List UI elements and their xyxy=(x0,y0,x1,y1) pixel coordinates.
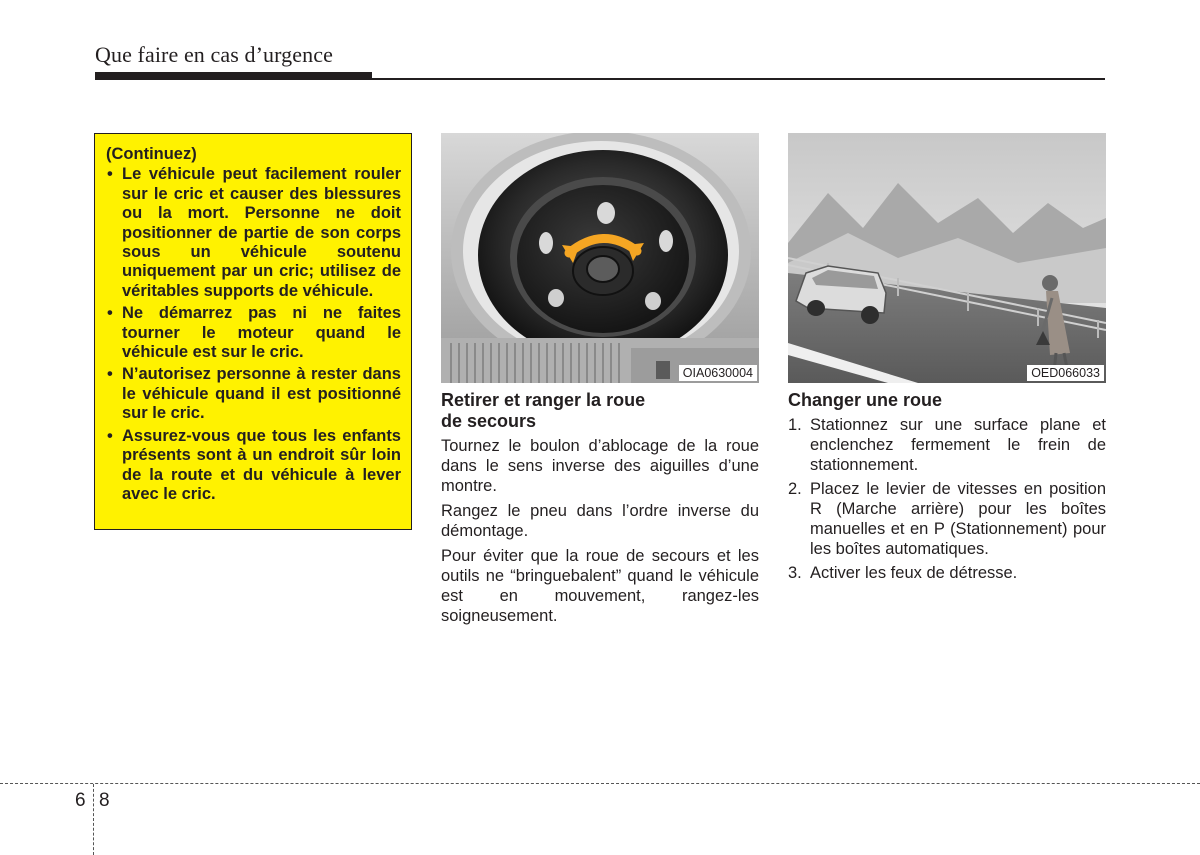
steps-list xyxy=(788,415,1106,583)
spare-wheel-drawing xyxy=(441,133,759,383)
warning-item: • Assurez-vous que tous les enfants présents sont à un endroit sûr loin de la route et du véhicule à lever avec le cric. xyxy=(106,427,401,505)
warning-item: • Ne démarrez pas ni ne faites tourner le moteur quand le véhicule est sur le cric. xyxy=(106,304,401,362)
warning-item: • N’autorisez personne à rester dans le véhicule quand il est positionné sur le cric. xyxy=(106,365,401,423)
header-rule-accent xyxy=(95,72,372,80)
paragraph: Tournez le boulon d’ablocage de la roue dans le sens inverse des aiguilles d’une montre. xyxy=(441,437,759,495)
warning-box xyxy=(94,133,412,530)
figure-code: OED066033 xyxy=(1027,365,1104,381)
step-item xyxy=(788,563,1106,583)
step-item xyxy=(788,415,1106,475)
section-title-line: de secours xyxy=(441,411,537,431)
roadside-illustration xyxy=(788,133,1106,383)
step-item xyxy=(788,479,1106,559)
paragraph: Pour éviter que la roue de secours et les outils ne “bringuebalent” quand le véhicule est en mouvement, rangez-les soigneusement. xyxy=(441,547,759,625)
spare-wheel-illustration xyxy=(441,133,759,383)
chapter-number: 6 xyxy=(75,790,86,811)
figure-code: OIA0630004 xyxy=(679,365,757,381)
page-number: 8 xyxy=(99,790,110,811)
warning-list xyxy=(106,165,401,504)
step-text: Activer les feux de détresse. xyxy=(810,564,1018,582)
section-title xyxy=(441,390,759,432)
section-title: Changer une roue xyxy=(788,390,943,410)
paragraph: Rangez le pneu dans l’ordre inverse du démontage. xyxy=(441,502,759,540)
warning-item: • Le véhicule peut facilement rouler sur le cric et causer des blessures ou la mort. Personne ne doit positionner de partie de son corps sous un véhicule soutenu uniquement par un cric; utilisez de véritables supports de véhicule. xyxy=(106,165,401,301)
step-number: 3. xyxy=(788,564,802,582)
section-remove-spare xyxy=(441,390,759,631)
footer-vertical-divider xyxy=(93,784,94,855)
roadside-drawing xyxy=(788,133,1106,383)
step-number: 2. xyxy=(788,480,802,498)
step-text: Stationnez sur une surface plane et enclenchez fermement le frein de stationnement. xyxy=(810,416,1106,474)
section-title-line: Retirer et ranger la roue xyxy=(441,390,646,410)
section-change-wheel xyxy=(788,390,1106,587)
footer-divider xyxy=(0,783,1200,784)
step-text: Placez le levier de vitesses en position R (Marche arrière) pour les boîtes manuelles et en P (Stationnement) pour les boîtes automatiques. xyxy=(810,480,1106,558)
step-number: 1. xyxy=(788,416,802,434)
page-header-title: Que faire en cas d’urgence xyxy=(95,42,333,67)
warning-heading: (Continuez) xyxy=(106,145,197,163)
